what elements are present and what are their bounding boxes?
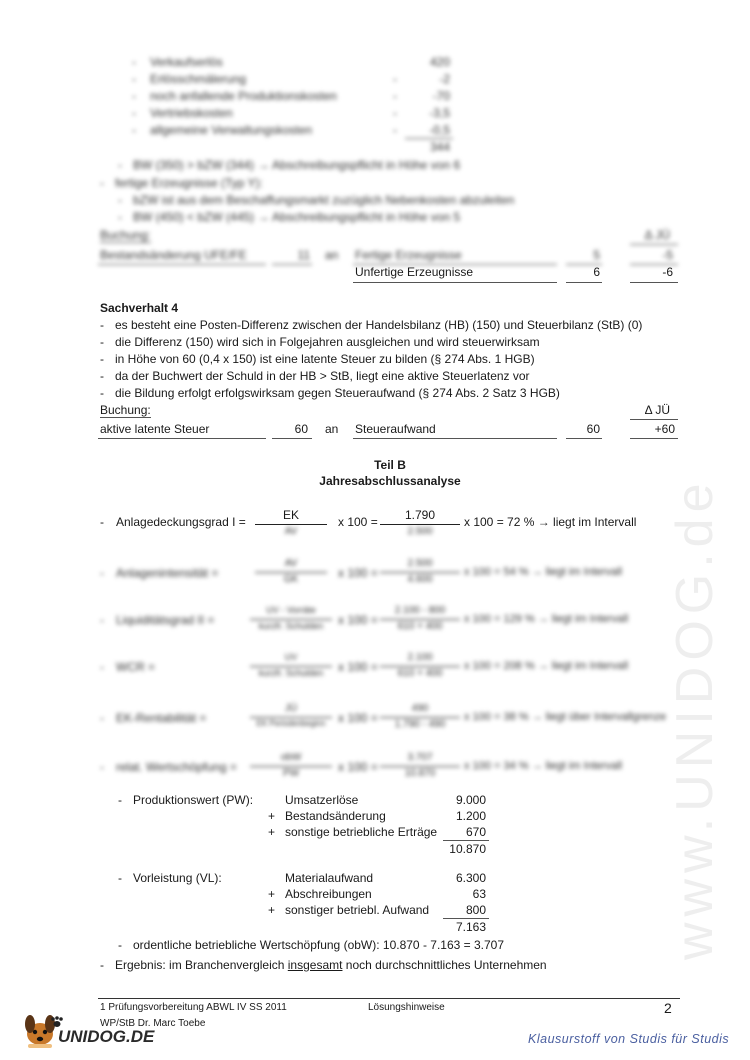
teil-b-subtitle: Jahresabschlussanalyse	[319, 474, 461, 488]
teil-b-title: Teil B	[374, 458, 406, 472]
vl-row-value: 800	[465, 903, 486, 917]
ratio-x100: x 100 =	[338, 566, 378, 580]
section-title: Sachverhalt 4	[100, 301, 179, 315]
ratio-value-numerator: 2.100	[407, 652, 433, 663]
ratio-label: Anlagedeckungsgrad I =	[116, 515, 246, 529]
line: BW (450) < bZW (445) → Abschreibungspflicht in Höhe von 5	[133, 210, 461, 224]
pw-total: 10.870	[449, 842, 486, 856]
ratio-result: x 100 = 38 % → liegt über Intervallgrenze	[464, 711, 667, 723]
item-value: -70	[432, 89, 450, 103]
item-value: -3,5	[429, 106, 450, 120]
credit-amount: 5	[593, 248, 600, 262]
delta-value: -5	[662, 248, 673, 262]
item-sign: -	[393, 123, 397, 137]
item-label: noch anfallende Produktionskosten	[150, 89, 337, 103]
ratio-value-denominator: 4.600	[407, 574, 433, 585]
pw-row-value: 1.200	[455, 809, 486, 823]
item-value: -0,5	[429, 123, 450, 137]
ratio-value-numerator: 3.707	[407, 752, 433, 763]
buchung-label: Buchung:	[100, 228, 151, 242]
item-sum: 344	[429, 140, 450, 154]
ratio-numerator: obW	[280, 752, 302, 763]
vl-row-name: Abschreibungen	[285, 887, 372, 901]
footer-doc-type: Lösungshinweise	[368, 1002, 445, 1013]
item-sign: -	[393, 72, 397, 86]
vl-row-value: 63	[472, 887, 486, 901]
ratio-value-denominator: 610 + 400	[397, 621, 443, 632]
line: fertige Erzeugnisse (Typ Y):	[115, 176, 263, 190]
ratio-numerator: UV	[284, 652, 298, 662]
ratio-x100: x 100 =	[338, 515, 378, 529]
ratio-value-denominator: 1.790 - 490	[394, 719, 446, 730]
item-sign: -	[393, 106, 397, 120]
bullet-text: es besteht eine Posten-Differenz zwischen der Handelsbilanz (HB) (150) und Steuerbilanz (StB) (0)	[115, 318, 643, 332]
ratio-value-numerator: 1.790	[404, 508, 436, 522]
ratio-label: EK-Rentabilität =	[116, 711, 207, 725]
pw-row-sign: +	[268, 825, 276, 839]
ratio-x100: x 100 =	[338, 613, 378, 627]
ratio-result: x 100 = 54 % → liegt im Intervall	[464, 566, 623, 578]
debit-account: aktive latente Steuer	[100, 422, 210, 436]
pw-row-name: sonstige betriebliche Erträge	[285, 825, 438, 839]
debit-amount: 60	[294, 422, 308, 436]
pw-row-name: Umsatzerlöse	[285, 793, 359, 807]
ratio-denominator: PW	[282, 768, 300, 779]
item-label: Vertriebskosten	[150, 106, 233, 120]
ratio-result: x 100 = 34 % → liegt im Intervall	[464, 760, 623, 772]
line: BW (350) > bZW (344) → Abschreibungspflicht in Höhe von 6	[133, 158, 461, 172]
ratio-x100: x 100 =	[338, 760, 378, 774]
watermark-text: www.UNIDOG.de	[666, 477, 724, 960]
footer-course: 1 Prüfungsvorbereitung ABWL IV SS 2011	[100, 1002, 287, 1013]
ratio-numerator: UV - Vorräte	[266, 605, 316, 615]
vl-total: 7.163	[455, 920, 486, 934]
buchung-label: Buchung:	[100, 403, 151, 417]
ratio-denominator: kurzfr. Schulden	[258, 621, 324, 631]
debit-amount: 11	[297, 248, 310, 262]
item-label: Verkaufserlös	[150, 55, 223, 69]
credit-account: Fertige Erzeugnisse	[355, 248, 462, 262]
bullet-text: die Differenz (150) wird sich in Folgejahren ausgleichen und wird steuerwirksam	[115, 335, 540, 349]
vl-row-value: 6.300	[455, 871, 486, 885]
ratio-value-numerator: 490	[411, 703, 429, 714]
vl-row-name: Materialaufwand	[285, 871, 374, 885]
ratio-value-denominator: 610 + 400	[397, 668, 443, 679]
bullet-text: da der Buchwert der Schuld in der HB > StB, liegt eine aktive Steuerlatenz vor	[115, 369, 530, 383]
page-number: 2	[664, 1000, 672, 1016]
ratio-denominator: AV	[284, 526, 298, 537]
vl-label: Vorleistung (VL):	[133, 871, 222, 885]
ratio-denominator: kurzfr. Schulden	[258, 668, 324, 678]
ratio-label: relat. Wertschöpfung =	[116, 760, 237, 774]
vl-row-sign: +	[268, 903, 276, 917]
pw-row-sign: +	[268, 809, 276, 823]
delta-value: -6	[662, 265, 673, 279]
logo-text: UNIDOG.DE	[58, 1027, 155, 1046]
ratio-result: x 100 = 129 % → liegt im Intervall	[464, 613, 629, 625]
item-label: Erlösschmälerung	[150, 72, 247, 86]
vl-row-name: sonstiger betriebl. Aufwand	[285, 903, 430, 917]
delta-label: Δ JÜ	[644, 228, 670, 242]
ratio-x100: x 100 =	[338, 660, 378, 674]
delta-label: Δ JÜ	[644, 403, 670, 417]
ratio-numerator: EK	[282, 508, 299, 522]
ratio-numerator: JÜ	[284, 703, 298, 714]
debit-account: Bestandsänderung UFE/FE	[100, 248, 247, 262]
delta-value: +60	[654, 422, 675, 436]
ratio-value-denominator: 10.870	[404, 768, 436, 779]
credit-account: Steueraufwand	[355, 422, 436, 436]
item-label: allgemeine Verwaltungskosten	[150, 123, 313, 137]
item-sign: -	[393, 89, 397, 103]
pw-label: Produktionswert (PW):	[133, 793, 254, 807]
an-label: an	[325, 422, 339, 436]
pw-row-value: 9.000	[455, 793, 486, 807]
item-value: 420	[429, 55, 450, 69]
ratio-value-numerator: 2.100 - 800	[394, 605, 446, 616]
ratio-denominator: EK Periodenbeginn	[256, 719, 326, 728]
ratio-label: Liquiditätsgrad II =	[116, 613, 215, 627]
footer-divider	[98, 998, 680, 999]
ratio-label: Anlagenintensität =	[116, 566, 219, 580]
ergebnis-line: Ergebnis: im Branchenvergleich insgesamt noch durchschnittliches Unternehmen	[115, 958, 547, 972]
ratio-numerator: AV	[284, 558, 298, 569]
item-value: -2	[439, 72, 450, 86]
pw-row-value: 670	[465, 825, 486, 839]
bullet-text: in Höhe von 60 (0,4 x 150) ist eine latente Steuer zu bilden (§ 274 Abs. 1 HGB)	[115, 352, 535, 366]
ratio-value-denominator: 2.500	[407, 526, 433, 537]
credit-amount: 6	[593, 265, 600, 279]
ratio-label: WCR =	[116, 660, 155, 674]
footer-slogan: Klausurstoff von Studis für Studis	[528, 1032, 730, 1046]
ratio-value-numerator: 2.500	[407, 558, 433, 569]
ratio-result: x 100 = 72 % → liegt im Intervall	[464, 515, 637, 529]
credit-amount: 60	[586, 422, 600, 436]
bullet-text: die Bildung erfolgt erfolgswirksam gegen Steueraufwand (§ 274 Abs. 2 Satz 3 HGB)	[115, 386, 560, 400]
pw-row-name: Bestandsänderung	[285, 809, 386, 823]
ratio-result: x 100 = 208 % → liegt im Intervall	[464, 660, 629, 672]
credit-account: Unfertige Erzeugnisse	[355, 265, 474, 279]
footer-author: WP/StB Dr. Marc Toebe	[100, 1018, 206, 1029]
vl-row-sign: +	[268, 887, 276, 901]
an-label: an	[325, 248, 339, 262]
ratio-denominator: GK	[283, 574, 299, 585]
obw-line: ordentliche betriebliche Wertschöpfung (obW): 10.870 - 7.163 = 3.707	[133, 938, 505, 952]
ratio-x100: x 100 =	[338, 711, 378, 725]
line: bZW ist aus dem Beschaffungsmarkt zuzüglich Nebenkosten abzuleiten	[133, 193, 515, 207]
